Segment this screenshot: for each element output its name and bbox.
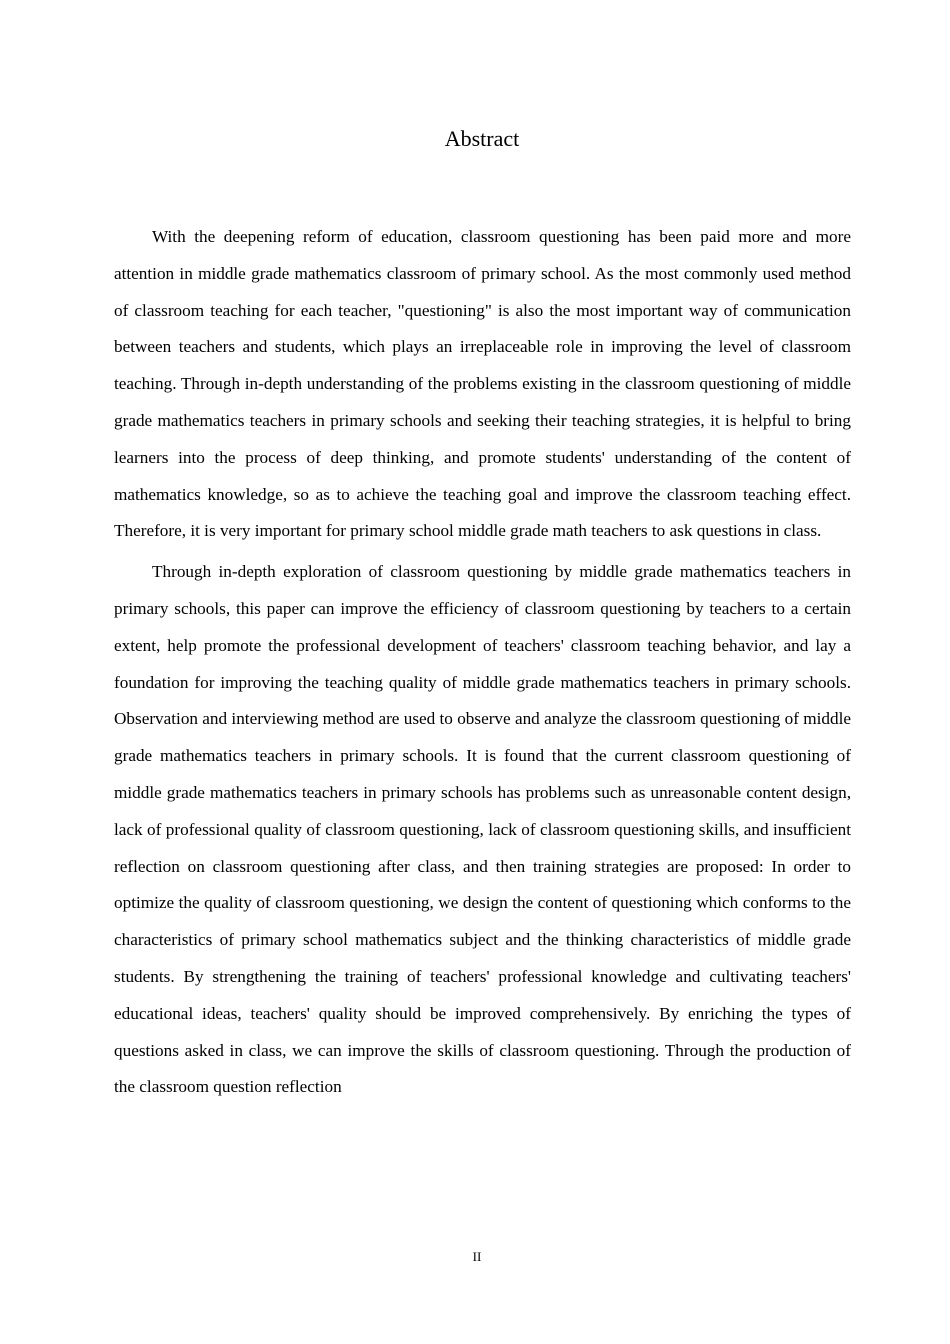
- abstract-paragraph-2: Through in-depth exploration of classroom questioning by middle grade mathematics teachers in primary schools, this paper can improve the efficiency of classroom questioning by teachers to a certain extent, help promote the professional development of teachers' classroom teaching behavior, and lay a foundation for improving the teaching quality of middle grade mathematics teachers in primary schools. Observation and interviewing method are used to observe and analyze the classroom questioning of middle grade mathematics teachers in primary schools. It is found that the current classroom questioning of middle grade mathematics teachers in primary schools has problems such as unreasonable content design, lack of professional quality of classroom questioning, lack of classroom questioning skills, and insufficient reflection on classroom questioning after class, and then training strategies are proposed: In order to optimize the quality of classroom questioning, we design the content of questioning which conforms to the characteristics of primary school mathematics subject and the thinking characteristics of middle grade students. By strengthening the training of teachers' professional knowledge and cultivating teachers' educational ideas, teachers' quality should be improved comprehensively. By enriching the types of questions asked in class, we can improve the skills of classroom questioning. Through the production of the classroom question reflection: [114, 562, 851, 1097]
- abstract-paragraph-1: With the deepening reform of education, classroom questioning has been paid more and more attention in middle grade mathematics classroom of primary school. As the most commonly used method of classroom teaching for each teacher, "questioning" is also the most important way of communication between teachers and students, which plays an irreplaceable role in improving the level of classroom teaching. Through in-depth understanding of the problems existing in the classroom questioning of middle grade mathematics teachers in primary schools and seeking their teaching strategies, it is helpful to bring learners into the process of deep thinking, and promote students' understanding of the content of mathematics knowledge, so as to achieve the teaching goal and improve the classroom teaching effect. Therefore, it is very important for primary school middle grade math teachers to ask questions in class.: [114, 227, 851, 541]
- page-number: II: [472, 1249, 482, 1264]
- abstract-body: [114, 219, 851, 1106]
- page-title: Abstract: [444, 126, 520, 151]
